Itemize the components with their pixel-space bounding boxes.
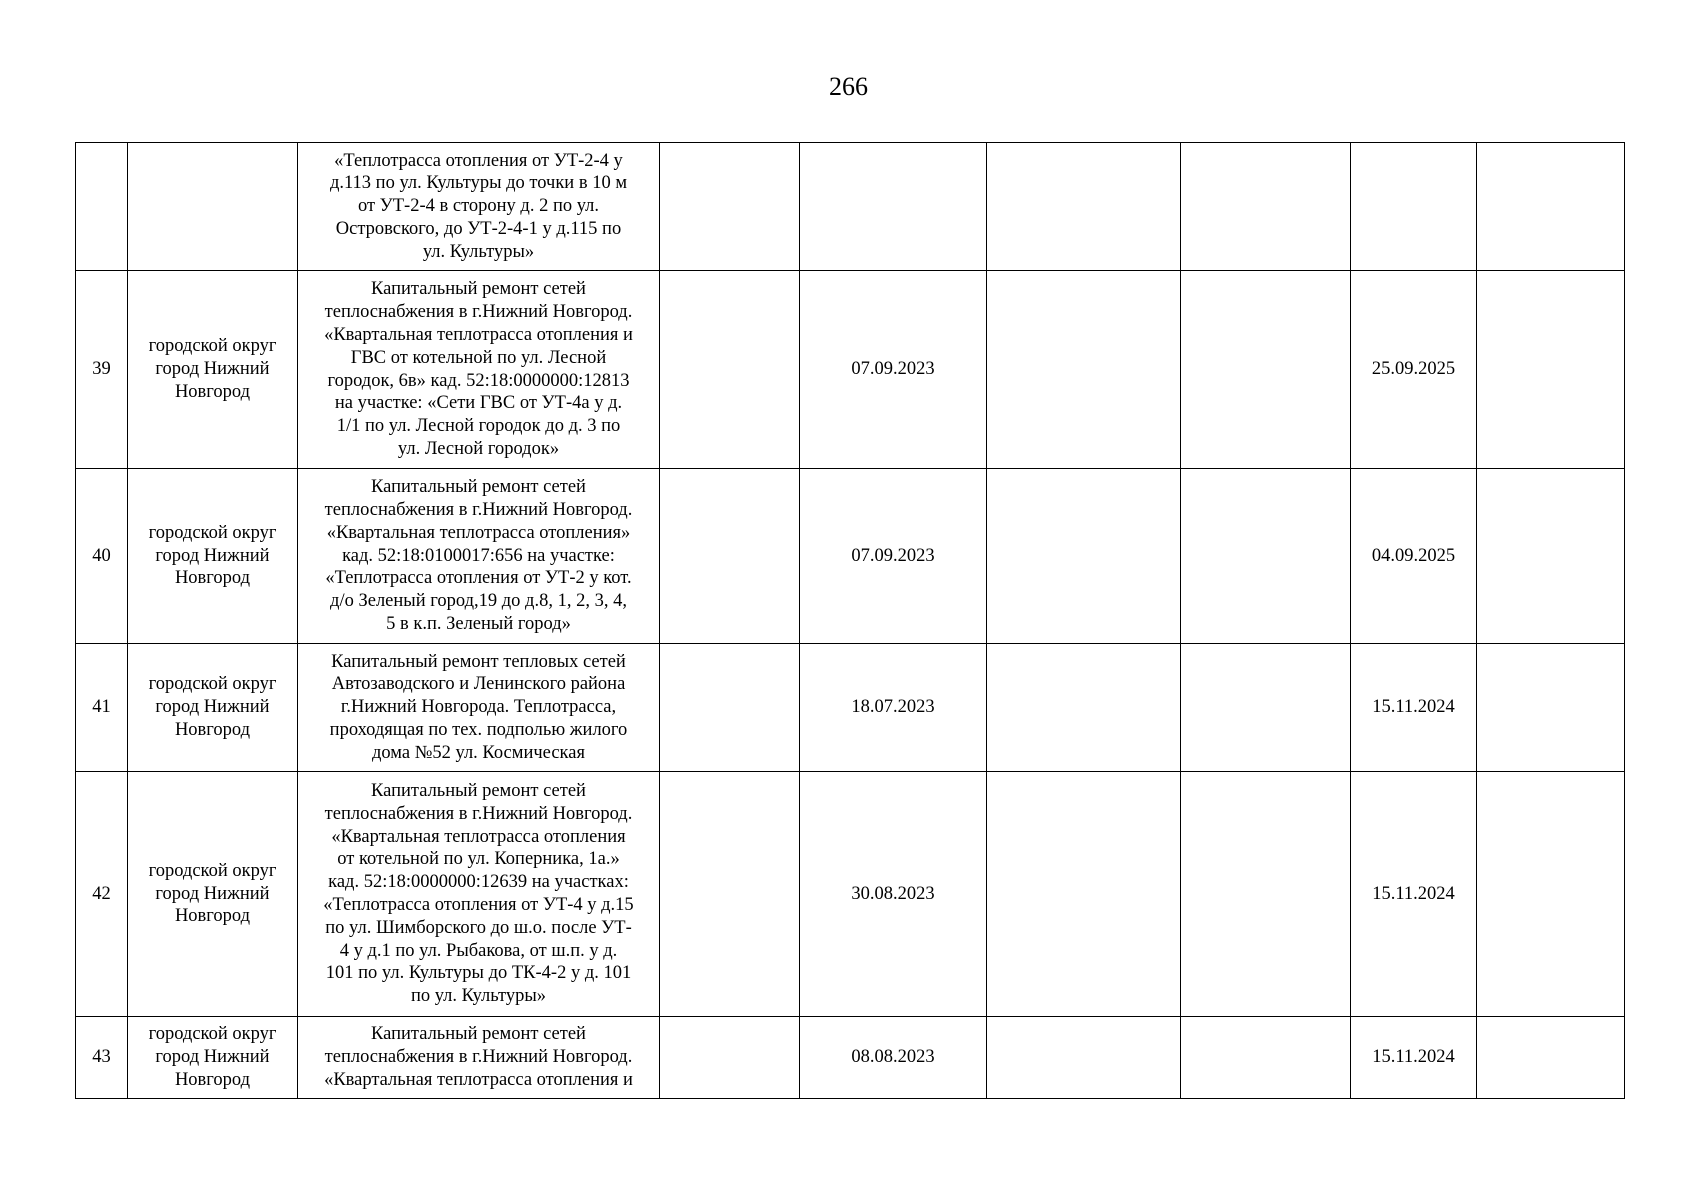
empty-cell: [1477, 772, 1625, 1017]
empty-cell: [1181, 271, 1351, 469]
end-date-cell: 04.09.2025: [1351, 469, 1477, 644]
row-number: 40: [76, 469, 128, 644]
empty-cell: [660, 469, 800, 644]
description-cell: Капитальный ремонт тепловых сетей Автозаводского и Ленинского района г.Нижний Новгорода. Теплотрасса, проходящая по тех. подполью жилого дома №52 ул. Космическая: [298, 644, 660, 772]
empty-cell: [987, 1017, 1181, 1099]
empty-cell: [1477, 271, 1625, 469]
empty-cell: [1181, 1017, 1351, 1099]
empty-cell: [1477, 469, 1625, 644]
empty-cell: [660, 772, 800, 1017]
empty-cell: [987, 772, 1181, 1017]
start-date-cell: 18.07.2023: [800, 644, 987, 772]
empty-cell: [660, 271, 800, 469]
document-table: [75, 142, 1625, 1099]
empty-cell: [1181, 644, 1351, 772]
empty-cell: [1181, 469, 1351, 644]
end-date-cell: 15.11.2024: [1351, 1017, 1477, 1099]
empty-cell: [1477, 644, 1625, 772]
municipality-cell: городской округ город Нижний Новгород: [128, 772, 298, 1017]
empty-cell: [1477, 1017, 1625, 1099]
empty-cell: [1181, 772, 1351, 1017]
empty-cell: [1181, 143, 1351, 271]
end-date-cell: 15.11.2024: [1351, 644, 1477, 772]
table-row: [76, 469, 1625, 644]
empty-cell: [660, 644, 800, 772]
empty-cell: [987, 143, 1181, 271]
start-date-cell: 08.08.2023: [800, 1017, 987, 1099]
municipality-cell: городской округ город Нижний Новгород: [128, 1017, 298, 1099]
end-date-cell: 15.11.2024: [1351, 772, 1477, 1017]
municipality-cell: городской округ город Нижний Новгород: [128, 271, 298, 469]
end-date-cell: 25.09.2025: [1351, 271, 1477, 469]
start-date-cell: 07.09.2023: [800, 271, 987, 469]
table-row: [76, 772, 1625, 1017]
description-cell: Капитальный ремонт сетей теплоснабжения в г.Нижний Новгород. «Квартальная теплотрасса отопления и: [298, 1017, 660, 1099]
empty-cell: [987, 271, 1181, 469]
page-number: 266: [829, 72, 868, 101]
empty-cell: [660, 1017, 800, 1099]
row-number: 41: [76, 644, 128, 772]
empty-cell: [1477, 143, 1625, 271]
municipality-cell: городской округ город Нижний Новгород: [128, 469, 298, 644]
description-cell: Капитальный ремонт сетей теплоснабжения в г.Нижний Новгород. «Квартальная теплотрасса отопления от котельной по ул. Коперника, 1а.» кад. 52:18:0000000:12639 на участках: «Теплотрасса отопления от УТ-4 у д.15 по ул. Шимборского до ш.о. после УТ- 4 у д.1 по ул. Рыбакова, от ш.п. у д. 101 по ул. Культуры до ТК-4-2 у д. 101 по ул. Культуры»: [298, 772, 660, 1017]
description-cell: Капитальный ремонт сетей теплоснабжения в г.Нижний Новгород. «Квартальная теплотрасса отопления» кад. 52:18:0100017:656 на участке: «Теплотрасса отопления от УТ-2 у кот. д/о Зеленый город,19 до д.8, 1, 2, 3, 4, 5 в к.п. Зеленый город»: [298, 469, 660, 644]
row-number: [76, 143, 128, 271]
start-date-cell: 07.09.2023: [800, 469, 987, 644]
municipality-cell: городской округ город Нижний Новгород: [128, 644, 298, 772]
table-row: [76, 271, 1625, 469]
row-number: 43: [76, 1017, 128, 1099]
empty-cell: [987, 469, 1181, 644]
table-row: [76, 644, 1625, 772]
row-number: 39: [76, 271, 128, 469]
end-date-cell: [1351, 143, 1477, 271]
description-cell: «Теплотрасса отопления от УТ-2-4 у д.113 по ул. Культуры до точки в 10 м от УТ-2-4 в сторону д. 2 по ул. Островского, до УТ-2-4-1 у д.115 по ул. Культуры»: [298, 143, 660, 271]
empty-cell: [987, 644, 1181, 772]
municipality-cell: [128, 143, 298, 271]
start-date-cell: [800, 143, 987, 271]
start-date-cell: 30.08.2023: [800, 772, 987, 1017]
table-row: [76, 143, 1625, 271]
description-cell: Капитальный ремонт сетей теплоснабжения в г.Нижний Новгород. «Квартальная теплотрасса отопления и ГВС от котельной по ул. Лесной городок, 6в» кад. 52:18:0000000:12813 на участке: «Сети ГВС от УТ-4а у д. 1/1 по ул. Лесной городок до д. 3 по ул. Лесной городок»: [298, 271, 660, 469]
empty-cell: [660, 143, 800, 271]
row-number: 42: [76, 772, 128, 1017]
table-row: [76, 1017, 1625, 1099]
